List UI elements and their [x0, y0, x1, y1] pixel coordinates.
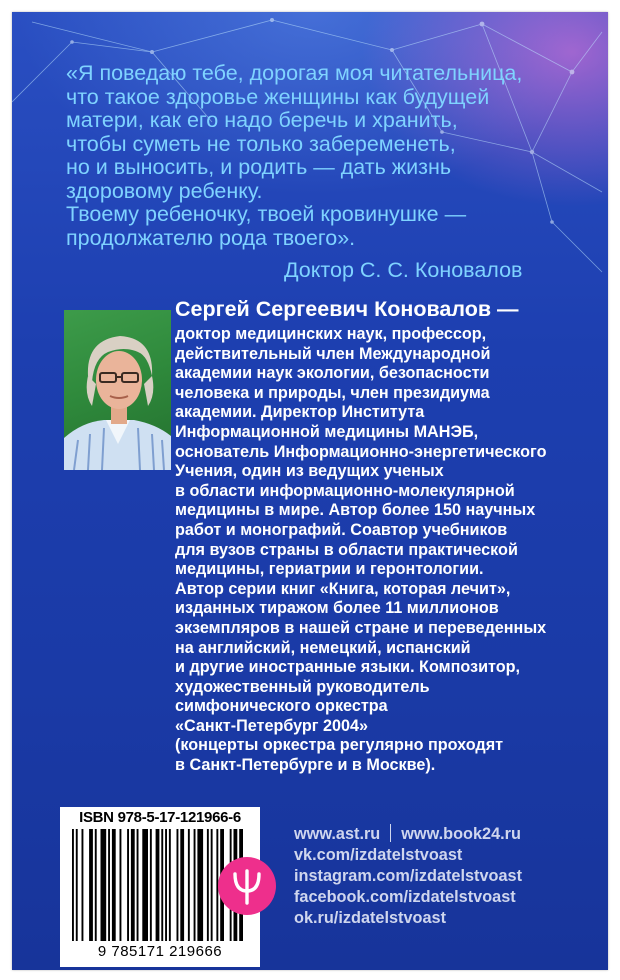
back-cover: [12, 12, 608, 970]
author-photo: [64, 310, 171, 470]
bio-line: в Санкт-Петербурге и в Москве).: [175, 756, 436, 775]
quote-line: что такое здоровье женщины как будущей: [66, 84, 490, 109]
bio-line: доктор медицинских наук, профессор,: [175, 325, 487, 343]
psi-icon: [218, 857, 276, 915]
bio-line: действительный член Международной: [175, 344, 491, 363]
isbn-label: ISBN 978-5-17-121966-6: [79, 809, 241, 826]
quote-line: здоровому ребенку.: [66, 178, 263, 203]
link-ok[interactable]: ok.ru/izdatelstvoast: [294, 909, 447, 927]
bio-line: основатель Информационно-энергетического: [175, 442, 547, 461]
bio-line: для вузов страны в области практической: [175, 540, 518, 559]
bio-line: медицины, гериатрии и геронтологии.: [175, 560, 484, 579]
bio-line: и другие иностранные языки. Композитор,: [175, 658, 521, 677]
bio-line: в области информационно-молекулярной: [175, 481, 515, 500]
publisher-links: [294, 824, 522, 929]
link-ast[interactable]: www.ast.ru: [294, 825, 381, 843]
quote-line: но и выносить, и родить — дать жизнь: [66, 155, 452, 179]
link-instagram[interactable]: instagram.com/izdatelstvoast: [294, 867, 523, 885]
quote-line: Твоему ребеночку, твоей кровинушке —: [66, 202, 467, 226]
bio-line: Информационной медицины МАНЭБ,: [175, 422, 479, 441]
bio-line: медицины в мире. Автор более 150 научных: [175, 501, 536, 520]
bio-line: художественный руководитель: [175, 677, 430, 696]
barcode-digits: 9 785171 219666: [97, 943, 223, 960]
bio-line: (концерты оркестра регулярно проходят: [175, 736, 504, 755]
quote-line: «Я поведаю тебе, дорогая моя читательница,: [66, 61, 523, 85]
bio-line: Автор серии книг «Книга, которая лечит»,: [175, 579, 511, 598]
bio-line: экземпляров в нашей стране и переведенных: [175, 618, 547, 637]
quote-author: Доктор С. С. Коновалов: [284, 258, 523, 282]
bio-line: изданных тиражом более 11 миллионов: [175, 599, 499, 618]
links-separator: [390, 824, 391, 842]
quote-line: матери, как его надо беречь и хранить,: [66, 108, 458, 132]
bio-line: академии наук экологии, безопасности: [175, 364, 490, 383]
bio-line: «Санкт-Петербург 2004»: [175, 716, 369, 735]
link-vk[interactable]: vk.com/izdatelstvoast: [294, 846, 463, 864]
bio-line: академии. Директор Института: [175, 403, 425, 422]
bio-line: работ и монографий. Соавтор учебников: [175, 520, 508, 539]
quote: [66, 62, 586, 250]
bio-line: человека и природы, член президиума: [175, 383, 490, 402]
quote-line: продолжателю рода твоего».: [66, 225, 356, 250]
bio-line: симфонического оркестра: [175, 697, 388, 716]
quote-line: чтобы суметь не только забеременеть,: [66, 131, 456, 156]
author-name: Сергей Сергеевич Коновалов —: [175, 297, 519, 321]
link-book24[interactable]: www.book24.ru: [401, 825, 521, 843]
bio-line: Учения, один из ведущих ученых: [175, 462, 444, 481]
bio-line: на английский, немецкий, испанский: [175, 638, 471, 657]
link-facebook[interactable]: facebook.com/izdatelstvoast: [294, 888, 516, 906]
links-row-websites: [294, 824, 522, 845]
author-bio: [175, 325, 546, 776]
